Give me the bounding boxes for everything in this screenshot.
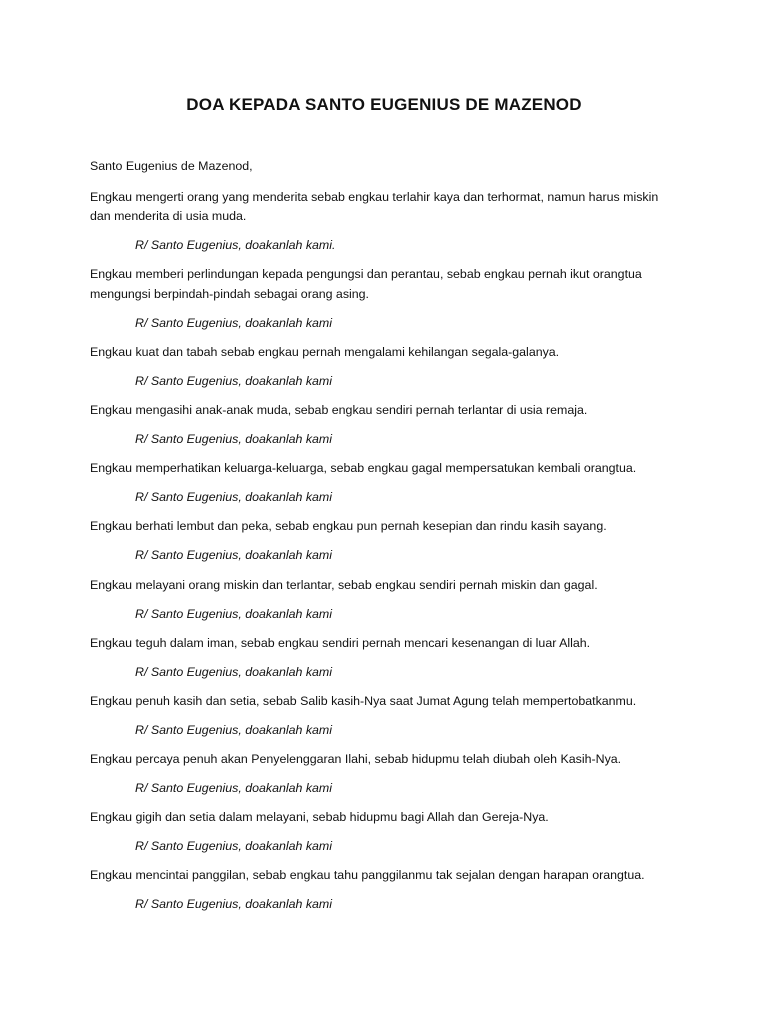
response-line: R/ Santo Eugenius, doakanlah kami <box>135 723 332 737</box>
salutation: Santo Eugenius de Mazenod, <box>90 159 253 173</box>
response-line: R/ Santo Eugenius, doakanlah kami <box>135 548 332 562</box>
stanza-line: Engkau melayani orang miskin dan terlantar, sebab engkau sendiri pernah miskin dan gagal. <box>90 578 598 592</box>
stanza-line: Engkau penuh kasih dan setia, sebab Salib kasih-Nya saat Jumat Agung telah mempertobatkanmu. <box>90 694 637 708</box>
stanza-line: Engkau memperhatikan keluarga-keluarga, sebab engkau gagal mempersatukan kembali orangtua. <box>90 461 637 475</box>
stanza-line: Engkau kuat dan tabah sebab engkau pernah mengalami kehilangan segala-galanya. <box>90 345 560 359</box>
stanza-line: Engkau mengasihi anak-anak muda, sebab engkau sendiri pernah terlantar di usia remaja. <box>90 403 588 417</box>
response-line: R/ Santo Eugenius, doakanlah kami <box>135 316 332 330</box>
stanza-line: Engkau gigih dan setia dalam melayani, sebab hidupmu bagi Allah dan Gereja-Nya. <box>90 810 549 824</box>
stanza-line: Engkau mengerti orang yang menderita sebab engkau terlahir kaya dan terhormat, namun harus miskin <box>90 190 659 204</box>
response-line: R/ Santo Eugenius, doakanlah kami <box>135 839 332 853</box>
response-line: R/ Santo Eugenius, doakanlah kami <box>135 374 332 388</box>
stanza-line: Engkau mencintai panggilan, sebab engkau tahu panggilanmu tak sejalan dengan harapan orangtua. <box>90 868 645 882</box>
stanza-line: mengungsi berpindah-pindah sebagai orang asing. <box>90 287 369 301</box>
response-line: R/ Santo Eugenius, doakanlah kami <box>135 781 332 795</box>
response-line: R/ Santo Eugenius, doakanlah kami <box>135 607 332 621</box>
response-line: R/ Santo Eugenius, doakanlah kami <box>135 490 332 504</box>
response-line: R/ Santo Eugenius, doakanlah kami <box>135 432 332 446</box>
stanza-line: Engkau teguh dalam iman, sebab engkau sendiri pernah mencari kesenangan di luar Allah. <box>90 636 591 650</box>
stanza-line: dan menderita di usia muda. <box>90 209 247 223</box>
stanza-line: Engkau berhati lembut dan peka, sebab engkau pun pernah kesepian dan rindu kasih sayang. <box>90 519 607 533</box>
response-line: R/ Santo Eugenius, doakanlah kami. <box>135 238 336 252</box>
response-line: R/ Santo Eugenius, doakanlah kami <box>135 665 332 679</box>
stanza-line: Engkau memberi perlindungan kepada pengungsi dan perantau, sebab engkau pernah ikut orangtua <box>90 267 642 281</box>
page-title: DOA KEPADA SANTO EUGENIUS DE MAZENOD <box>186 95 582 114</box>
stanza-line: Engkau percaya penuh akan Penyelenggaran Ilahi, sebab hidupmu telah diubah oleh Kasih-Nya. <box>90 752 622 766</box>
response-line: R/ Santo Eugenius, doakanlah kami <box>135 897 332 911</box>
